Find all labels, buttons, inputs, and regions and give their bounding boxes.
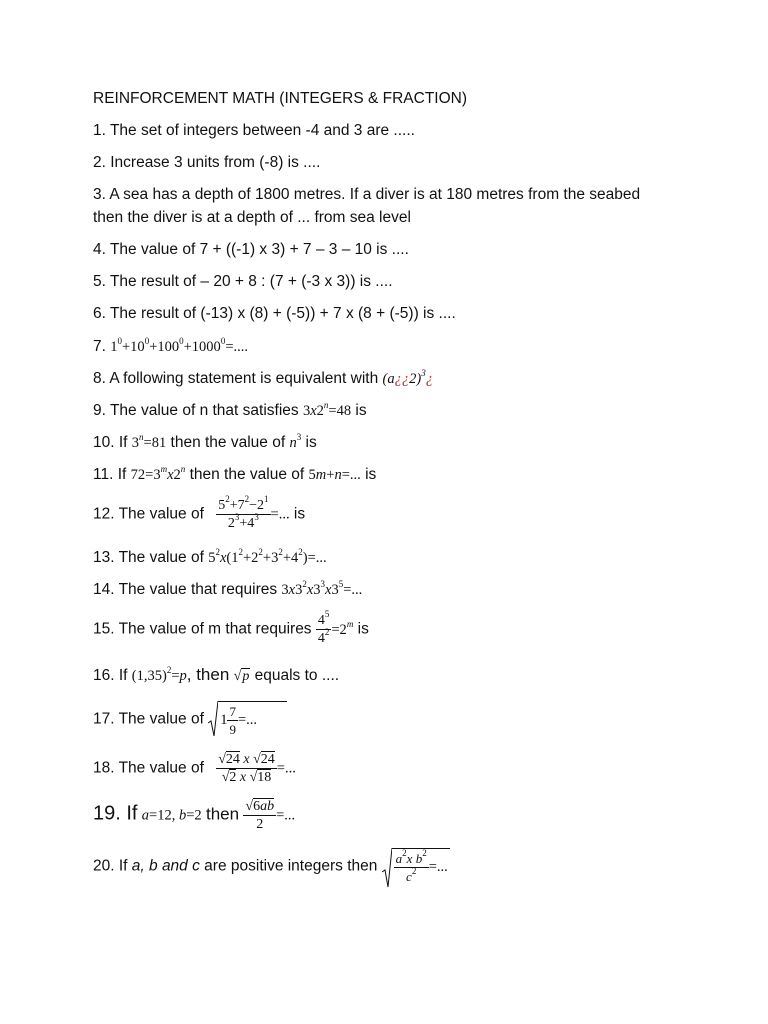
question-11-target: 5m+n=... <box>308 467 361 483</box>
question-10-target: $n^3$ <box>289 432 302 451</box>
question-15-text: 15. The value of m that requires <box>93 620 312 638</box>
question-12-text: 12. The value of <box>93 505 204 523</box>
question-4: 4. The value of 7 + ((-1) x 3) + 7 – 3 – 10 is .... <box>93 241 409 258</box>
question-12 <box>93 494 306 532</box>
question-16-then: , then <box>186 665 230 684</box>
question-14-text: 14. The value that requires <box>93 581 278 598</box>
question-8-text: 8. A following statement is equivalent with <box>93 370 379 387</box>
question-19-equals: =... <box>276 807 296 824</box>
question-7 <box>93 337 248 357</box>
question-10 <box>93 433 317 453</box>
question-11-equation: $72=3^mx2^n$ <box>130 464 186 483</box>
question-15-fraction: $\frac{4^5}{4^2}$ <box>317 609 330 646</box>
question-18-equals: =... <box>276 760 296 777</box>
question-13-text: 13. The value of <box>93 549 204 566</box>
question-3-line-1: 3. A sea has a depth of 1800 metres. If a diver is at 180 metres from the seabed <box>93 186 641 203</box>
question-16-root: √p <box>233 669 250 684</box>
question-11-mid: then the value of <box>189 466 305 483</box>
question-9-text: 9. The value of n that satisfies <box>93 402 299 419</box>
question-10-text: 10. If <box>93 434 128 451</box>
radical-sign-icon <box>208 701 218 737</box>
question-11-text: 11. If <box>93 466 127 483</box>
question-12-fraction: $\frac{5^2+7^2-2^1}{2^3+4^3}$ <box>218 494 269 531</box>
question-16-suffix: equals to .... <box>254 667 340 684</box>
question-12-equals: =... <box>270 506 290 523</box>
question-9-suffix: is <box>355 402 367 419</box>
question-12-suffix: is <box>293 505 306 523</box>
question-6: 6. The result of (-13) x (8) + (-5)) + 7 x (8 + (-5)) is .... <box>93 305 456 322</box>
question-19-then: then <box>205 804 240 824</box>
question-11-suffix: is <box>365 466 377 483</box>
question-11 <box>93 465 376 485</box>
question-19-text: 19. If <box>93 802 138 825</box>
radical-sign-icon <box>382 848 392 888</box>
question-8 <box>93 369 433 389</box>
question-10-suffix: is <box>305 434 317 451</box>
question-17 <box>93 701 287 738</box>
question-15 <box>93 609 369 647</box>
question-18 <box>93 751 296 786</box>
question-20 <box>93 848 450 885</box>
question-10-mid: then the value of <box>170 434 286 451</box>
question-14 <box>93 580 362 600</box>
question-9-equation: $3x2^n=48$ <box>302 400 352 419</box>
question-16-text: 16. If <box>93 667 128 684</box>
question-5: 5. The result of – 20 + 8 : (7 + (-3 x 3)) is .... <box>93 273 393 290</box>
question-1: 1. The set of integers between -4 and 3 are ..... <box>93 122 415 139</box>
question-17-text: 17. The value of <box>93 710 204 728</box>
question-18-text: 18. The value of <box>93 759 204 777</box>
question-14-expression: $3x3^2x3^3x3^5=$... <box>281 579 363 598</box>
question-16-equation: $(1,35)^2=p$ <box>131 665 187 684</box>
question-15-suffix: is <box>357 620 369 638</box>
question-19 <box>93 798 295 833</box>
question-18-fraction: $\frac{√24 x √24}{√2 x √18}$ <box>218 752 275 785</box>
question-15-equals: $=2^m$ <box>331 618 354 638</box>
question-19-condition: a=12, b=2 <box>141 807 202 824</box>
question-20-radical: $\frac{a^2x b^2}{c^2}$ =... <box>382 848 450 885</box>
question-7-label: 7. <box>93 338 106 355</box>
question-8-expression: (a¿¿2)$^3$¿ <box>382 368 433 387</box>
question-13 <box>93 548 327 568</box>
question-3-line-2: then the diver is at a depth of ... from sea level <box>93 209 411 226</box>
question-17-radical: 1 $\frac{7}{9}$ =... <box>208 701 287 738</box>
question-13-expression: $5^2x(1^2+2^2+3^2+4^2)=$... <box>208 547 327 566</box>
question-20-vars: a, b and c <box>131 857 200 875</box>
question-20-text: 20. If <box>93 857 128 875</box>
question-2: 2. Increase 3 units from (-8) is .... <box>93 154 321 171</box>
question-19-fraction: $\frac{√6ab}{2}$ <box>245 799 275 832</box>
question-9 <box>93 401 367 421</box>
question-7-expression: $1^0+10^0+100^0+1000^0=$.... <box>110 336 248 355</box>
question-10-equation: $3^n=81$ <box>131 432 167 451</box>
worksheet-title: REINFORCEMENT MATH (INTEGERS & FRACTION) <box>93 90 468 107</box>
question-16 <box>93 665 339 687</box>
question-20-mid: are positive integers then <box>204 857 378 875</box>
